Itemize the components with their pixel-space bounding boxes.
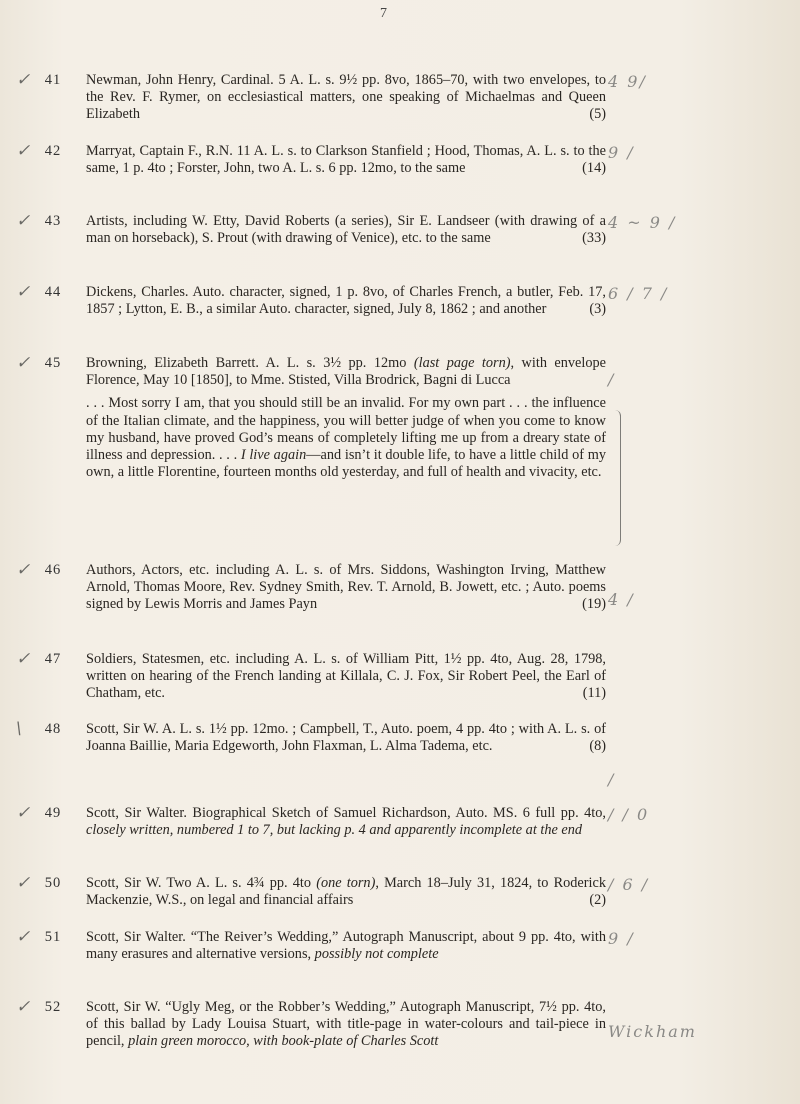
handwritten-price-46: 4 / — [608, 590, 635, 609]
check-mark-icon: ✓ — [16, 873, 31, 893]
margin-bracket — [614, 410, 621, 546]
lot-description: Marryat, Captain F., R.N. 11 A. L. s. to Clarkson Stanfield ; Hood, Thomas, A. L. s. to the same, 1 p. 4to ; Forster, John, two A. L. s. 6 pp. 12mo, to the same (14) — [86, 143, 606, 177]
lot-description: Scott, Sir W. Two A. L. s. 4¾ pp. 4to (one torn), March 18–July 31, 1824, to Roderick Mackenzie, W.S., on legal and financial affairs (2) — [86, 875, 606, 909]
item-count: (2) — [589, 892, 606, 909]
check-mark-icon: ✓ — [16, 649, 31, 669]
handwritten-price-49: / / 0 — [608, 805, 650, 824]
item-count: (8) — [589, 738, 606, 755]
check-mark-icon: ✓ — [16, 353, 31, 373]
handwritten-price-41: 4 9/ — [608, 72, 647, 91]
lot-number: 47 — [44, 651, 62, 667]
lot-number: 46 — [44, 562, 62, 578]
item-count: (33) — [582, 230, 606, 247]
lot-number: 51 — [44, 929, 62, 945]
lot-description: Scott, Sir Walter. “The Reiver’s Wedding,” Autograph Manuscript, about 9 pp. 4to, with many erasures and alternative versions, possibly not complete — [86, 929, 606, 963]
check-mark-icon: ✓ — [16, 803, 31, 823]
lot-number: 42 — [44, 143, 62, 159]
handwritten-price-50: / 6 / — [608, 875, 650, 894]
check-mark-icon: ✓ — [16, 282, 31, 302]
handwritten-price-44: 6 / 7 / — [608, 284, 669, 303]
lot-description: Browning, Elizabeth Barrett. A. L. s. 3½ pp. 12mo (last page torn), with envelope Florence, May 10 [1850], to Mme. Stisted, Villa Brodrick, Bagni di Lucca . . . Most sorry I am, that you should still be an invalid. For my own part . . . the influence of the Italian climate, and the happiness, you will better judge of when you come to know my husband, have proved God’s means of completely lifting me up from a dreary state of illness and depression. . . . I live again—and isn’t it double life, to have a little child of my own, a little Florentine, fourteen months old yesterday, and full of health and vivacity, etc. — [86, 355, 607, 481]
lot-number: 50 — [44, 875, 62, 891]
lot-description: Dickens, Charles. Auto. character, signed, 1 p. 8vo, of Charles French, a butler, Feb. 17, 1857 ; Lytton, E. B., a similar Auto. character, signed, July 8, 1862 ; and another (3) — [86, 284, 606, 318]
letter-quotation: . . . Most sorry I am, that you should still be an invalid. For my own part . . . the influence of the Italian climate, and the happiness, you will better judge of when you come to know my husband, have proved God’s means of completely lifting me up from a dreary state of illness and depression. . . . I live again—and isn’t it double life, to have a little child of my own, a little Florentine, fourteen months old yesterday, and full of health and vivacity, etc. — [86, 395, 606, 481]
handwritten-price-43: 4 ~ 9 / — [608, 213, 677, 232]
lot-description: Scott, Sir W. A. L. s. 1½ pp. 12mo. ; Campbell, T., Auto. poem, 4 pp. 4to ; with A. L. s. of Joanna Baillie, Maria Edgeworth, John Flaxman, L. Alma Tadema, etc. (8) — [86, 721, 606, 755]
lot-description: Newman, John Henry, Cardinal. 5 A. L. s. 9½ pp. 8vo, 1865–70, with two envelopes, to the Rev. F. Rymer, on ecclesiastical matters, one speaking of Michaelmas and Queen Elizabeth (5) — [86, 72, 606, 123]
item-count: (11) — [582, 685, 606, 702]
lot-description: Soldiers, Statesmen, etc. including A. L. s. of William Pitt, 1½ pp. 4to, Aug. 28, 1798, written on hearing of the French landing at Killala, C. J. Fox, Sir Robert Peel, the Earl of Chatham, etc. (11) — [86, 651, 606, 702]
check-mark-icon: ✓ — [16, 70, 31, 90]
check-mark-icon: \ — [16, 719, 22, 739]
handwritten-price-48: / — [608, 770, 616, 789]
check-mark-icon: ✓ — [16, 560, 31, 580]
page-number: 7 — [380, 6, 387, 21]
lot-number: 52 — [44, 999, 62, 1015]
lot-number: 43 — [44, 213, 62, 229]
lot-number: 44 — [44, 284, 62, 300]
handwritten-buyer-name-52: Wickham — [608, 1022, 697, 1041]
item-count: (14) — [582, 160, 606, 177]
lot-description: Authors, Actors, etc. including A. L. s. of Mrs. Siddons, Washington Irving, Matthew Arnold, Thomas Moore, Rev. Sydney Smith, Rev. T. Arnold, B. Jowett, etc. ; Auto. poems signed by Lewis Morris and James Payn (19) — [86, 562, 606, 613]
item-count: (19) — [582, 596, 606, 613]
check-mark-icon: ✓ — [16, 141, 31, 161]
lot-description: Scott, Sir Walter. Biographical Sketch of Samuel Richardson, Auto. MS. 6 full pp. 4to, closely written, numbered 1 to 7, but lacking p. 4 and apparently incomplete at the end — [86, 805, 606, 839]
handwritten-price-42: 9 / — [608, 143, 635, 162]
lot-number: 48 — [44, 721, 62, 737]
lot-number: 49 — [44, 805, 62, 821]
check-mark-icon: ✓ — [16, 211, 31, 231]
check-mark-icon: ✓ — [16, 927, 31, 947]
handwritten-price-45: / — [608, 370, 616, 389]
lot-description: Artists, including W. Etty, David Roberts (a series), Sir E. Landseer (with drawing of a man on horseback), S. Prout (with drawing of Venice), etc. to the same (33) — [86, 213, 606, 247]
item-count: (5) — [589, 106, 606, 123]
lot-description: Scott, Sir W. “Ugly Meg, or the Robber’s Wedding,” Autograph Manuscript, 7½ pp. 4to, of this ballad by Lady Louisa Stuart, with title-page in water-colours and tail-piece in pencil, plain green morocco, with book-plate of Charles Scott — [86, 999, 606, 1050]
item-count: (3) — [589, 301, 606, 318]
lot-number: 45 — [44, 355, 62, 371]
check-mark-icon: ✓ — [16, 997, 31, 1017]
handwritten-price-51: 9 / — [608, 929, 635, 948]
lot-number: 41 — [44, 72, 62, 88]
